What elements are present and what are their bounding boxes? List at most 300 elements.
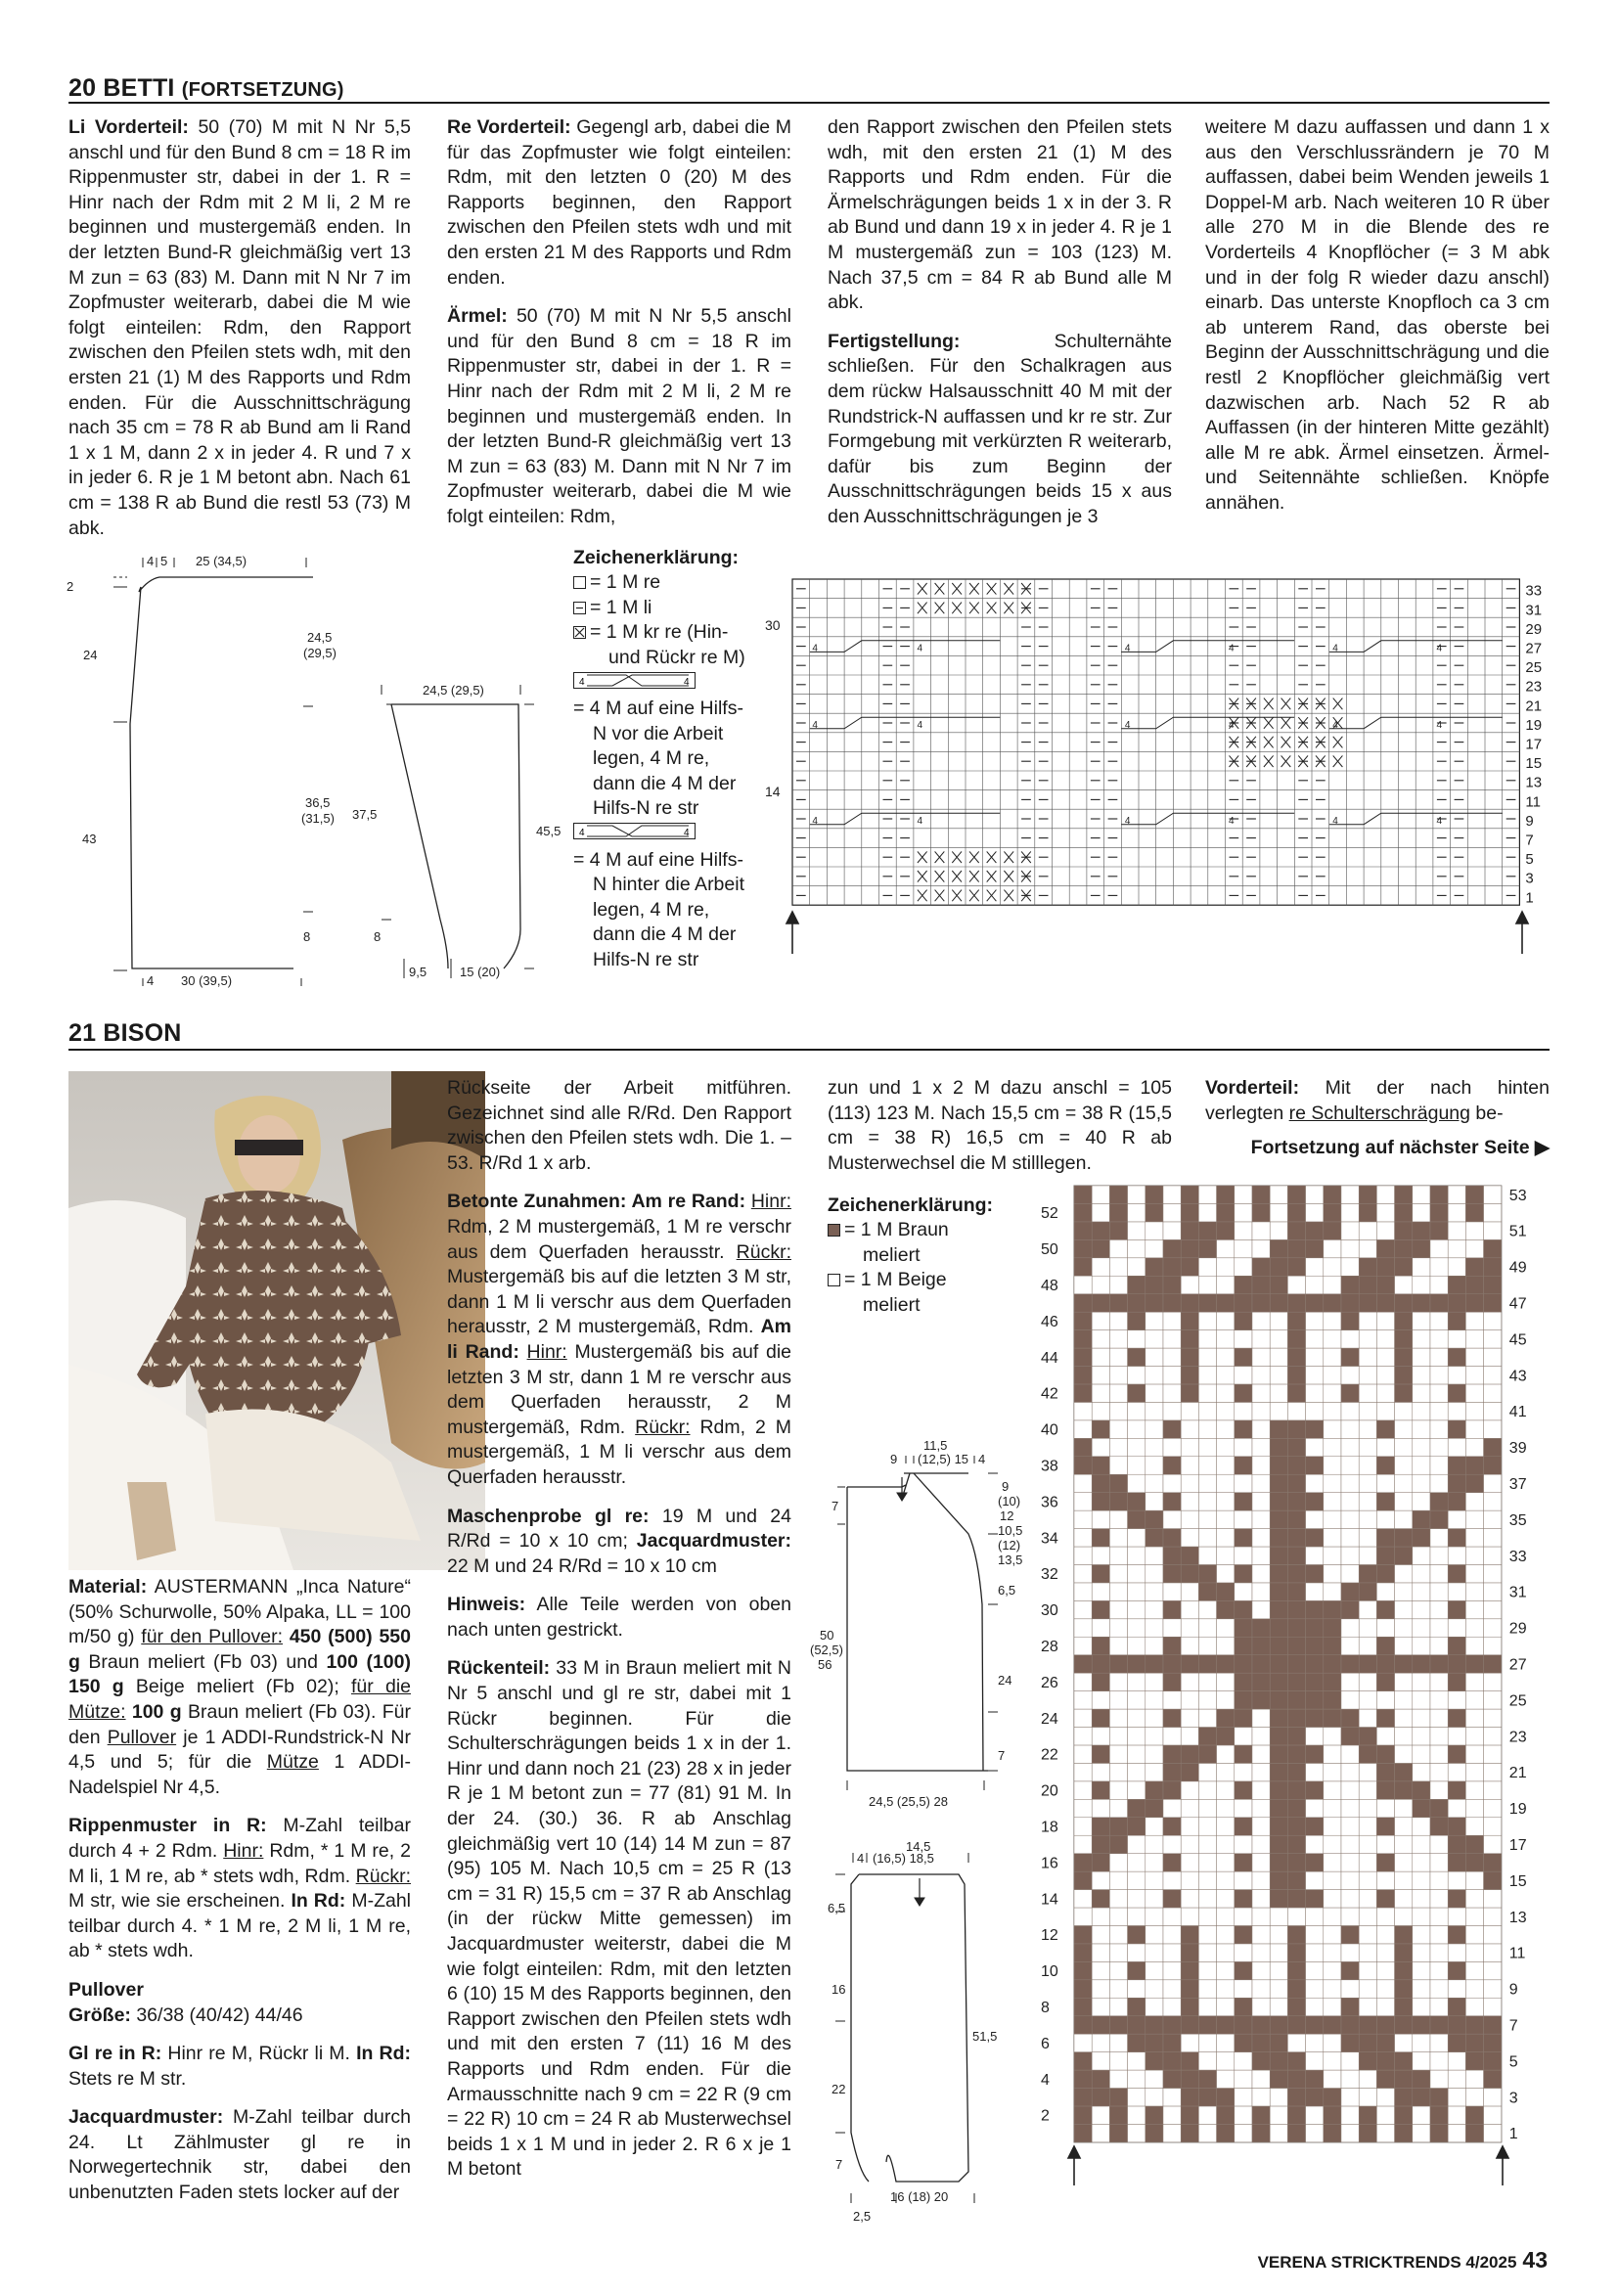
jacquard-cell [1252,2016,1270,2034]
jacquard-cell [1465,1222,1483,1239]
jacquard-cell [1359,1799,1376,1817]
jacquard-cell [1395,1222,1413,1239]
jacquard-cell [1074,1583,1092,1600]
jacquard-cell [1109,1294,1127,1312]
jacquard-cell [1465,1925,1483,1943]
jacquard-cell [1109,1619,1127,1637]
jacquard-cell [1235,1367,1252,1384]
jacquard-cell [1395,1980,1413,1998]
jacquard-cell [1163,1402,1181,1419]
jacquard-cell [1306,2124,1324,2141]
jacquard-cell [1128,1583,1146,1600]
jacquard-cell [1465,1745,1483,1763]
jacquard-cell [1376,1961,1394,1979]
jacquard-cell [1146,1818,1163,1835]
jacquard-cell [1430,1673,1448,1690]
jacquard-cell [1181,1619,1198,1637]
jacquard-cell [1395,1908,1413,1925]
jacquard-cell [1252,2089,1270,2106]
jacquard-cell [1163,1980,1181,1998]
jacquard-cell [1128,1655,1146,1673]
jacquard-cell [1465,1799,1483,1817]
jacquard-cell [1287,1186,1305,1203]
jacquard-cell [1306,1420,1324,1438]
jacquard-cell [1448,1474,1465,1492]
jacquard-cell [1181,1438,1198,1456]
jacquard-cell [1146,2124,1163,2141]
jacquard-cell [1448,1781,1465,1799]
jacquard-cell [1448,1600,1465,1618]
jacquard-cell [1465,1438,1483,1456]
jacquard-cell [1341,1510,1359,1528]
jacquard-cell [1465,1600,1483,1618]
jacquard-cell [1252,1961,1270,1979]
jacquard-cell [1341,1835,1359,1853]
jacquard-cell [1198,1348,1216,1366]
jacquard-cell [1217,1547,1235,1564]
jacquard-cell [1092,1474,1109,1492]
jacquard-cell [1198,1745,1216,1763]
jacquard-cell [1395,2089,1413,2106]
cable-row-label: 15 [1525,755,1543,773]
jacquard-cell [1252,1564,1270,1582]
jacquard-cell [1128,1438,1146,1456]
jacquard-cell [1341,1312,1359,1329]
jacquard-cell [1092,1510,1109,1528]
jacquard-cell [1198,1402,1216,1419]
jacquard-cell [1198,1276,1216,1293]
jacquard-cell [1163,1258,1181,1276]
jacquard-cell [1217,1384,1235,1402]
jacquard-cell [1395,1728,1413,1745]
jacquard-cell [1128,1637,1146,1654]
jacquard-cell [1395,2124,1413,2141]
jacquard-cell [1359,1457,1376,1474]
jacquard-row-label: 23 [1508,1729,1527,1746]
jacquard-cell [1306,1510,1324,1528]
jacquard-cell [1198,1384,1216,1402]
jacquard-row-label: 29 [1508,1620,1527,1638]
jacquard-cell [1413,2016,1430,2034]
jacquard-cell [1448,1312,1465,1329]
jacquard-cell [1324,1781,1341,1799]
jacquard-cell [1306,2052,1324,2070]
jacquard-cell [1092,1276,1109,1293]
jacquard-cell [1465,1348,1483,1366]
jacquard-cell [1235,1529,1252,1547]
jacquard-cell [1306,1330,1324,1348]
jacquard-cell [1128,1854,1146,1871]
jacquard-cell [1484,1854,1502,1871]
jacquard-cell [1074,2034,1092,2051]
jacquard-cell [1413,1348,1430,1366]
jacquard-cell [1235,1637,1252,1654]
jacquard-cell [1074,1420,1092,1438]
jacquard-cell [1324,1583,1341,1600]
jacquard-cell [1484,1728,1502,1745]
jacquard-cell [1074,1728,1092,1745]
jacquard-cell [1341,1493,1359,1510]
jacquard-cell [1430,1998,1448,2015]
jacquard-cell [1430,1203,1448,1221]
jacquard-cell [1092,1673,1109,1690]
jacquard-cell [1217,1673,1235,1690]
jacquard-cell [1198,1980,1216,1998]
jacquard-cell [1324,1294,1341,1312]
jacquard-cell [1359,1835,1376,1853]
jacquard-cell [1163,1493,1181,1510]
jacquard-cell [1448,1294,1465,1312]
jacquard-cell [1465,1763,1483,1780]
jacquard-cell [1376,2124,1394,2141]
jacquard-cell [1413,1457,1430,1474]
jacquard-cell [1092,1871,1109,1889]
jacquard-cell [1270,1799,1287,1817]
jacquard-cell [1324,1745,1341,1763]
jacquard-cell [1074,2124,1092,2141]
jacquard-cell [1146,1673,1163,1690]
jacquard-cell [1484,1709,1502,1727]
jacquard-cell [1448,1203,1465,1221]
cable-count-label: 4 [917,643,923,654]
svg-text:9: 9 [1002,1479,1010,1494]
knit-symbol-icon [573,576,586,589]
jacquard-cell [1092,1908,1109,1925]
jacquard-cell [1448,1854,1465,1871]
jacquard-cell [1163,1457,1181,1474]
jacquard-cell [1359,1547,1376,1564]
jacquard-cell [1252,1330,1270,1348]
jacquard-cell [1376,1367,1394,1384]
jacquard-cell [1465,1186,1483,1203]
jacquard-cell [1198,1330,1216,1348]
jacquard-cell [1252,1854,1270,1871]
jacquard-cell [1287,1402,1305,1419]
jacquard-row-label: 17 [1508,1836,1527,1854]
svg-text:9: 9 [890,1452,898,1466]
jacquard-cell [1376,1420,1394,1438]
svg-text:(10): (10) [998,1494,1021,1508]
jacquard-cell [1306,1294,1324,1312]
betti-cable-chart [759,567,1561,978]
jacquard-cell [1430,1961,1448,1979]
jacquard-cell [1287,2070,1305,2088]
jacquard-cell [1235,1818,1252,1835]
jacquard-cell [1448,1709,1465,1727]
jacquard-cell [1163,1186,1181,1203]
jacquard-row-label: 53 [1508,1187,1527,1204]
jacquard-cell [1217,1781,1235,1799]
jacquard-cell [1465,2016,1483,2034]
betti-column-1: Li Vorderteil: 50 (70) M mit N Nr 5,5 anschl und für den Bund 8 cm = 18 R im Rippenmuster str, dabei in der 1. R = Hinr nach der Rdm mit 2 M li, 2 M re beginnen und mustergemäß enden. In der letzten Bund-R gleichmäßig vert 13 M zun = 63 (83) M. Dann mit N Nr 7 im Zopfmuster weiterarb, dabei die M wie folgt einteilen: Rdm, den Rapport zwischen den Pfeilen stets wdh, mit den ersten 21 (1) M des Rapports und Rdm enden. Für die Ausschnittschrägung nach 35 cm = 78 R ab Bund am li Rand 1 x 1 M, dann 2 x in jeder 4. R und 7 x in jeder 6. R je 1 M betont abn. Nach 61 cm = 138 R ab Bund die restl 53 (73) M abk. [68,116,411,539]
jacquard-cell [1465,1258,1483,1276]
jacquard-cell [1235,1709,1252,1727]
cable-back-symbol-icon [573,823,697,840]
cable-count-label: 4 [917,815,923,827]
cable-count-label: 4 [917,719,923,731]
jacquard-cell [1484,1871,1502,1889]
jacquard-cell [1287,1619,1305,1637]
jacquard-cell [1128,2052,1146,2070]
jacquard-cell [1074,2070,1092,2088]
jacquard-row-label: 48 [1041,1278,1058,1295]
jacquard-cell [1413,1944,1430,1961]
jacquard-cell [1181,1547,1198,1564]
jacquard-cell [1252,1420,1270,1438]
jacquard-cell [1074,1781,1092,1799]
jacquard-cell [1198,1547,1216,1564]
jacquard-cell [1252,1222,1270,1239]
jacquard-cell [1163,1998,1181,2015]
jacquard-cell [1448,1655,1465,1673]
cable-count-label: 4 [1229,815,1235,827]
jacquard-cell [1324,1384,1341,1402]
jacquard-cell [1109,1835,1127,1853]
jacquard-cell [1235,1600,1252,1618]
jacquard-cell [1287,1944,1305,1961]
jacquard-cell [1484,1547,1502,1564]
jacquard-cell [1092,1728,1109,1745]
jacquard-cell [1430,1493,1448,1510]
jacquard-cell [1324,1474,1341,1492]
jacquard-cell [1359,1709,1376,1727]
betti-title-rule [68,102,1550,104]
jacquard-cell [1217,1583,1235,1600]
jacquard-cell [1341,1925,1359,1943]
jacquard-cell [1235,1925,1252,1943]
jacquard-cell [1163,1944,1181,1961]
jacquard-cell [1306,1799,1324,1817]
jacquard-cell [1376,1239,1394,1257]
jacquard-cell [1395,1619,1413,1637]
jacquard-cell [1465,1330,1483,1348]
jacquard-row-label: 22 [1041,1746,1058,1764]
section-title-bison [68,1019,182,1048]
jacquard-cell [1341,1637,1359,1654]
jacquard-cell [1306,1709,1324,1727]
jacquard-cell [1270,1457,1287,1474]
jacquard-cell [1252,2106,1270,2124]
jacquard-cell [1359,1384,1376,1402]
jacquard-cell [1376,1294,1394,1312]
jacquard-cell [1235,1835,1252,1853]
jacquard-cell [1109,1781,1127,1799]
jacquard-cell [1448,2124,1465,2141]
jacquard-cell [1146,1258,1163,1276]
jacquard-cell [1270,1547,1287,1564]
jacquard-cell [1341,1619,1359,1637]
jacquard-cell [1270,2052,1287,2070]
jacquard-cell [1128,1564,1146,1582]
jacquard-cell [1484,1294,1502,1312]
jacquard-cell [1270,1998,1287,2015]
jacquard-cell [1092,1980,1109,1998]
jacquard-cell [1448,1222,1465,1239]
jacquard-cell [1413,1890,1430,1908]
jacquard-cell [1465,1818,1483,1835]
jacquard-cell [1359,1186,1376,1203]
jacquard-cell [1109,1258,1127,1276]
jacquard-cell [1270,1818,1287,1835]
jacquard-cell [1092,2016,1109,2034]
cable-row-label: 23 [1525,678,1543,696]
jacquard-cell [1359,2106,1376,2124]
jacquard-cell [1324,1890,1341,1908]
jacquard-cell [1324,1457,1341,1474]
jacquard-cell [1181,1402,1198,1419]
jacquard-cell [1198,1222,1216,1239]
jacquard-cell [1324,1258,1341,1276]
jacquard-cell [1395,1890,1413,1908]
jacquard-cell [1465,1547,1483,1564]
jacquard-cell [1287,2052,1305,2070]
jacquard-cell [1287,2034,1305,2051]
svg-text:2: 2 [67,579,74,594]
cable-count-label: 4 [1332,643,1338,654]
jacquard-cell [1465,1583,1483,1600]
jacquard-cell [1341,1547,1359,1564]
cable-count-label: 4 [812,719,818,731]
jacquard-cell [1270,1384,1287,1402]
jacquard-cell [1324,1655,1341,1673]
cable-row-label: 9 [1525,812,1534,830]
jacquard-cell [1287,1673,1305,1690]
jacquard-cell [1074,1980,1092,1998]
jacquard-cell [1448,2089,1465,2106]
svg-text:(29,5): (29,5) [303,646,337,660]
jacquard-cell [1109,1925,1127,1943]
jacquard-cell [1128,1420,1146,1438]
jacquard-cell [1235,1203,1252,1221]
jacquard-cell [1252,2034,1270,2051]
svg-text:43: 43 [82,832,97,846]
jacquard-cell [1181,1745,1198,1763]
cable-row-label: 1 [1525,889,1534,907]
jacquard-cell [1252,1763,1270,1780]
jacquard-cell [1395,1276,1413,1293]
jacquard-cell [1430,1420,1448,1438]
jacquard-cell [1163,1510,1181,1528]
jacquard-cell [1092,1222,1109,1239]
jacquard-cell [1376,1655,1394,1673]
jacquard-cell [1413,1474,1430,1492]
jacquard-cell [1270,1871,1287,1889]
jacquard-cell [1198,1600,1216,1618]
jacquard-cell [1376,1691,1394,1709]
jacquard-cell [1128,1890,1146,1908]
jacquard-cell [1448,1583,1465,1600]
jacquard-cell [1359,1961,1376,1979]
jacquard-row-label: 49 [1508,1259,1527,1277]
jacquard-cell [1198,1474,1216,1492]
jacquard-cell [1448,1835,1465,1853]
bison-column-2: Rückseite der Arbeit mitführen. Gezeichnet sind alle R/Rd. Den Rapport zwischen den Pfeilen stets wdh. Die 1. – 53. R/Rd 1 x arb. Betonte Zunahmen: Am re Rand: Hinr: Rdm, 2 M mustergemäß, 1 M re verschr aus dem Querfaden herausstr. Rückr: Mustergemäß bis auf die letzten 3 M str, dann 1 M li verschr aus dem Querfaden herausstr, 2 M mustergemäß, Rdm. Am li Rand: Hinr: Mustergemäß bis auf die letzten 3 M str, dann 1 M re verschr aus dem Querfaden herausstr, 2 M mustergemäß, Rdm. Rückr: Rdm, 2 M mustergemäß, 1 M li verschr aus dem Querfaden herausstr. Maschenprobe gl re: 19 M und 24 R/Rd = 10 x 10 cm; Jacquardmuster: 22 M und 24 R/Rd = 10 x 10 cm Hinweis: Alle Teile werden von oben nach unten gestrickt. Rückenteil: 33 M in Braun meliert mit N Nr 5 anschl und gl re str, dabei mit 1 Rückr beginnen. Für die Schulterschrägungen beids 1 x in der 1. Hinr und dann noch 21 (23) 28 x in jeder R je 1 M betont zun = 77 (81) 91 M. In der 24. (30.) 36. R ab Anschlag gleichmäßig vert 10 (14) 14 M zun = 87 (95) 105 M. Nach 10,5 cm = 25 R (13 cm = 31 R) 15,5 cm = 37 R ab Anschlag (in der rückw Mitte gemessen) im Jacquardmuster weiterstr, dabei die M wie folgt einteilen: Rdm, mit den letzten 6 (10) 15 M des Rapports beginnen, den Rapport zwischen den Pfeilen stets wdh und mit den ersten 7 (11) 16 M des Rapports und Rdm enden. Für die Armausschnitte nach 9 cm = 22 R (9 cm = 22 R) 10 cm = 24 R ab Musterwechsel beids 1 x 1 M und in jeder 2. R 6 x je 1 M betont [447,1077,791,2181]
jacquard-cell [1198,2124,1216,2141]
svg-text:6,5: 6,5 [998,1583,1016,1598]
jacquard-cell [1074,1835,1092,1853]
jacquard-cell [1128,1222,1146,1239]
jacquard-cell [1306,1908,1324,1925]
jacquard-cell [1359,1763,1376,1780]
jacquard-cell [1376,1944,1394,1961]
jacquard-cell [1324,1691,1341,1709]
jacquard-cell [1128,1239,1146,1257]
jacquard-cell [1181,1728,1198,1745]
jacquard-cell [1324,1908,1341,1925]
twisted-knit-symbol-icon [573,626,586,639]
jacquard-cell [1341,2070,1359,2088]
jacquard-cell [1448,1673,1465,1690]
jacquard-cell [1198,1655,1216,1673]
jacquard-cell [1198,1637,1216,1654]
jacquard-cell [1163,1312,1181,1329]
svg-text:12: 12 [1000,1508,1014,1523]
jacquard-cell [1430,1835,1448,1853]
jacquard-cell [1484,1998,1502,2015]
jacquard-cell [1109,2124,1127,2141]
jacquard-cell [1287,1600,1305,1618]
jacquard-cell [1287,1420,1305,1438]
cable-count-label: 4 [812,815,818,827]
jacquard-cell [1198,1312,1216,1329]
jacquard-cell [1376,1890,1394,1908]
jacquard-cell [1306,1203,1324,1221]
jacquard-row-label: 12 [1041,1927,1058,1945]
jacquard-cell [1484,1348,1502,1366]
jacquard-cell [1217,1510,1235,1528]
jacquard-cell [1163,1728,1181,1745]
jacquard-cell [1413,1276,1430,1293]
jacquard-cell [1341,1583,1359,1600]
svg-text:(52,5): (52,5) [810,1643,843,1657]
jacquard-cell [1163,2034,1181,2051]
jacquard-cell [1465,1961,1483,1979]
svg-text:16: 16 [831,1982,846,1997]
jacquard-cell [1341,1529,1359,1547]
jacquard-cell [1324,1203,1341,1221]
jacquard-cell [1430,2106,1448,2124]
jacquard-cell [1074,1312,1092,1329]
jacquard-cell [1395,1583,1413,1600]
svg-text:(16,5) 18,5: (16,5) 18,5 [873,1851,934,1866]
jacquard-cell [1359,1818,1376,1835]
jacquard-cell [1128,2070,1146,2088]
jacquard-cell [1359,1944,1376,1961]
jacquard-cell [1217,1330,1235,1348]
jacquard-cell [1413,1493,1430,1510]
jacquard-cell [1092,1745,1109,1763]
jacquard-cell [1465,1637,1483,1654]
jacquard-cell [1181,1871,1198,1889]
jacquard-cell [1252,1348,1270,1366]
jacquard-cell [1252,1203,1270,1221]
jacquard-cell [1484,1673,1502,1690]
svg-text:50: 50 [820,1628,834,1643]
jacquard-cell [1430,1637,1448,1654]
jacquard-cell [1074,2016,1092,2034]
jacquard-cell [1413,1420,1430,1438]
jacquard-cell [1395,1564,1413,1582]
jacquard-cell [1235,1564,1252,1582]
jacquard-cell [1270,2124,1287,2141]
jacquard-cell [1252,1474,1270,1492]
jacquard-cell [1128,1961,1146,1979]
jacquard-cell [1465,1529,1483,1547]
jacquard-cell [1448,2016,1465,2034]
magazine-name: VERENA STRICKTRENDS 4/2025 [1257,2253,1517,2272]
jacquard-cell [1413,1871,1430,1889]
jacquard-cell [1448,1925,1465,1943]
